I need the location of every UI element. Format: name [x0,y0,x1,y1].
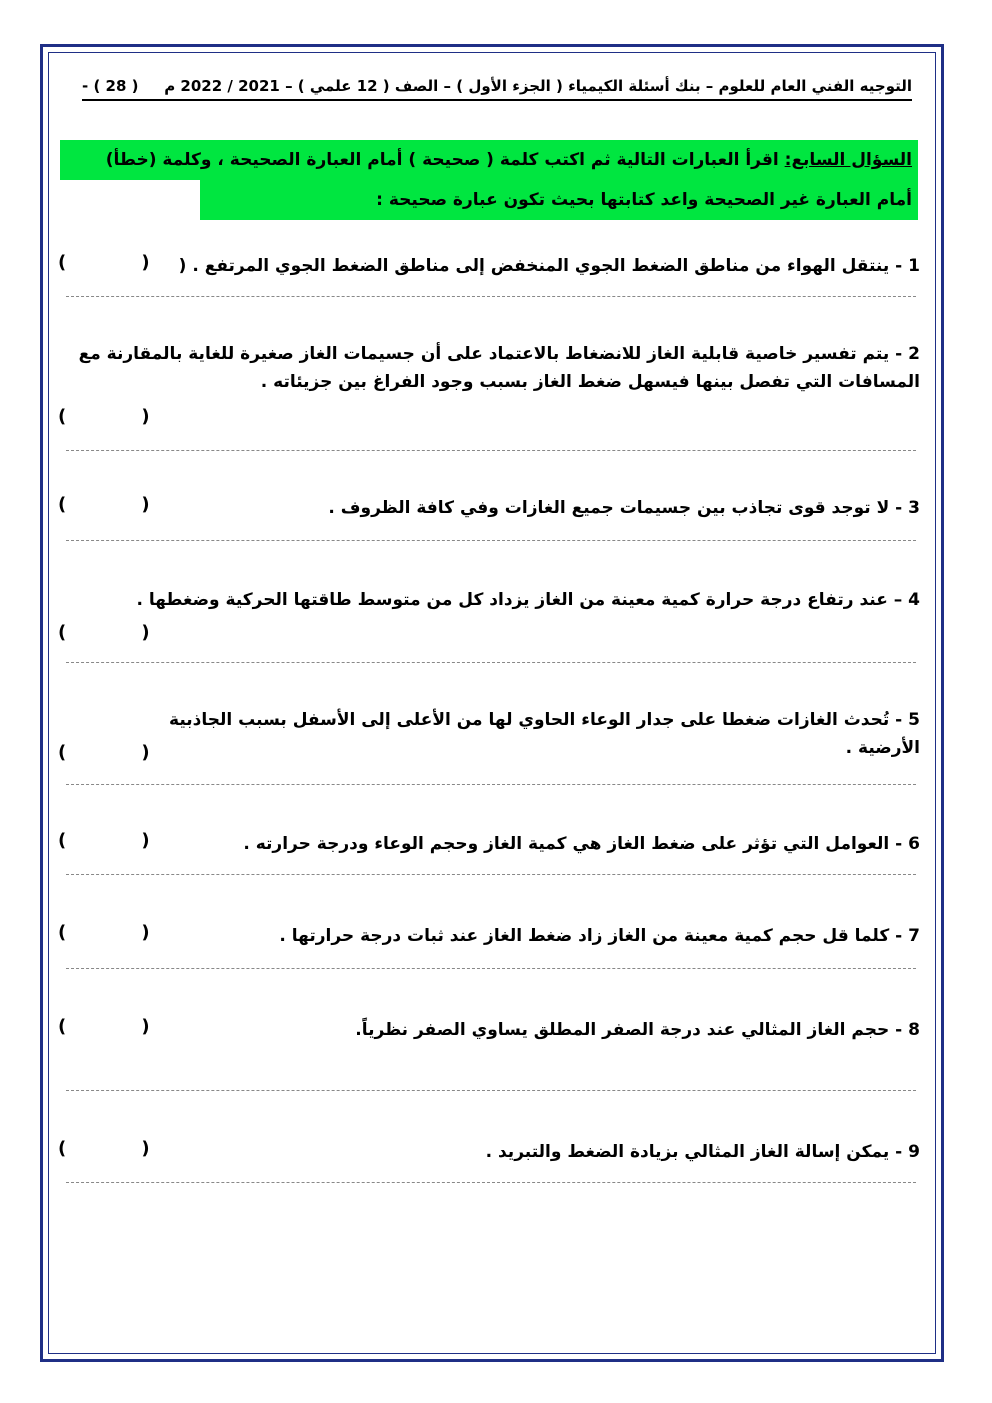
statement-7 [58,922,920,952]
statement-6 [58,830,920,860]
statement-9 [58,1138,920,1168]
answer-line [66,874,916,875]
header-text: التوجيه الفني العام للعلوم – بنك أسئلة الكيمياء ( الجزء الأول ) – الصف ( 12 علمي ) – 2021 / 2022 م [164,77,912,95]
page-header [82,74,912,98]
statement-4 [58,586,920,646]
statement-8 [58,1016,920,1046]
answer-blank[interactable]: ( ) [58,622,150,643]
question-line1: اقرأ العبارات التالية ثم اكتب كلمة ( صحيحة ) أمام العبارة الصحيحة ، وكلمة (خطأ) [105,150,779,170]
question-line2: أمام العبارة غير الصحيحة واعد كتابتها بحيث تكون عبارة صحيحة : [376,190,912,210]
answer-blank[interactable]: ( ) [58,1138,150,1159]
answer-blank[interactable]: ( ) [58,1016,150,1037]
statement-text: 8 - حجم الغاز المثالي عند درجة الصفر المطلق يساوي الصفر نظرياً. [355,1020,920,1040]
statement-text: 5 - تُحدث الغازات ضغطا على جدار الوعاء الحاوي لها من الأعلى إلى الأسفل بسبب الجاذبية الأرضية . [169,710,920,758]
page-number: - ( 28 ) [82,77,139,95]
statement-text: 6 - العوامل التي تؤثر على ضغط الغاز هي كمية الغاز وحجم الوعاء ودرجة حرارته . [243,834,920,854]
answer-line [66,450,916,451]
answer-line [66,968,916,969]
statement-text: 4 – عند رتفاع درجة حرارة كمية معينة من الغاز يزداد كل من متوسط طاقتها الحركية وضغطها . [136,590,920,610]
statement-text: 7 - كلما قل حجم كمية معينة من الغاز زاد ضغط الغاز عند ثبات درجة حرارتها . [279,926,920,946]
answer-line [66,662,916,663]
question-title [60,140,918,220]
statement-3 [58,494,920,524]
statement-text: 3 - لا توجد قوى تجاذب بين جسيمات جميع الغازات وفي كافة الظروف . [328,498,920,518]
statement-text: 2 - يتم تفسير خاصية قابلية الغاز للانضغاط بالاعتماد على أن جسيمات الغاز صغيرة للغاية بالمقارنة مع المسافات التي تفصل بينها فيسهل ضغط الغاز بسبب وجود الفراغ بين جزيئاته . [78,344,920,392]
statement-5 [58,706,920,766]
header-rule [82,99,912,101]
answer-line [66,296,916,297]
statement-2 [58,340,920,430]
answer-blank[interactable]: ( ) [58,494,150,515]
answer-line [66,784,916,785]
answer-blank[interactable]: ( ) [58,406,150,427]
answer-line [66,540,916,541]
answer-blank[interactable]: ( ) [58,922,150,943]
statement-1 [58,252,920,282]
statement-text: 1 - ينتقل الهواء من مناطق الضغط الجوي المنخفض إلى مناطق الضغط الجوي المرتفع . ( [178,256,920,276]
statement-text: 9 - يمكن إسالة الغاز المثالي بزيادة الضغط والتبريد . [485,1142,920,1162]
answer-blank[interactable]: ( ) [58,742,150,763]
answer-line [66,1090,916,1091]
answer-blank[interactable]: ( ) [58,252,150,273]
answer-line [66,1182,916,1183]
answer-blank[interactable]: ( ) [58,830,150,851]
question-label: السؤال السابع: [784,150,912,170]
